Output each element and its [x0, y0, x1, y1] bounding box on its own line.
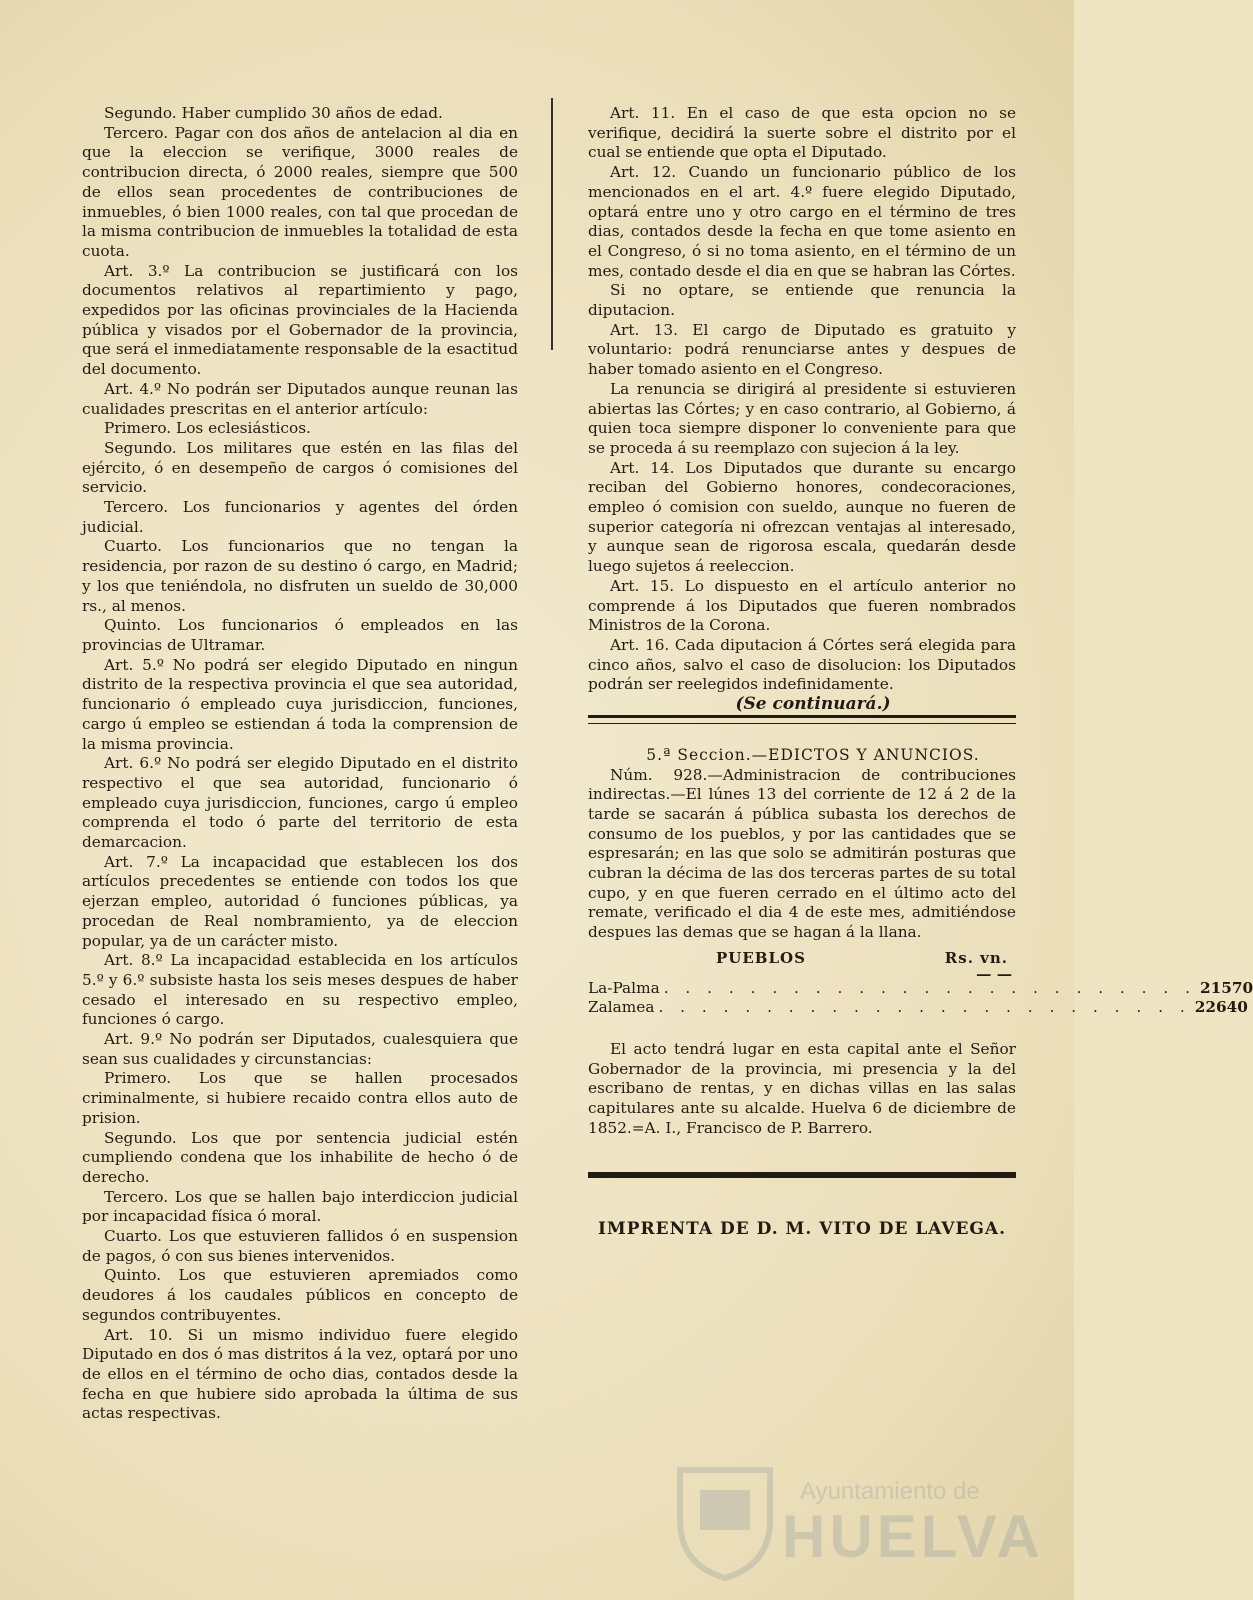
paragraph: Art. 16. Cada diputacion á Córtes será elegida para cinco años, salvo el caso de disolucion: los Diputados podrán ser reelegidos indefinidamente. [588, 635, 1016, 694]
table-header [588, 949, 1016, 969]
paragraph: Art. 13. El cargo de Diputado es gratuito y voluntario: podrá renunciarse antes y despues de haber tomado asiento en el Congreso. [588, 320, 1016, 379]
row-place: La-Palma [588, 978, 660, 997]
paragraph: Art. 3.º La contribucion se justificará con los documentos relativos al repartimiento y pago, expedidos por las oficinas provinciales de la Hacienda pública y visados por el Gobernador de la provincia, que será el inmediatamente responsable de la esactitud del documento. [82, 261, 518, 379]
row-place: Zalamea [588, 998, 655, 1017]
table-row [588, 998, 1248, 1018]
paragraph: Art. 6.º No podrá ser elegido Diputado en el distrito respectivo el que sea autoridad, funcionario ó empleado cuya jurisdiccion, funciones, cargo ú empleo comprenda el todo ó parte del territorio de esta demarcacion. [82, 754, 518, 852]
table-header-dash: — — [976, 964, 1012, 983]
paragraph: Tercero. Pagar con dos años de antelacion al dia en que la eleccion se verifique, 3000 reales de contribucion directa, ó 2000 reales, siempre que 500 de ellos sean procedentes de contribuciones de inmuebles, ó bien 1000 reales, con tal que procedan de la misma contribucion de inmuebles la totalidad de esta cuota. [82, 123, 518, 260]
paragraph: Art. 12. Cuando un funcionario público de los mencionados en el art. 4.º fuere elegido Diputado, optará entre uno y otro cargo en el término de tres dias, contados desde la fecha en que tome asiento en el Congreso, ó si no toma asiento, en el término de un mes, contado desde el dia en que se habran las Córtes. [588, 163, 1016, 280]
section-title: 5.ª Seccion.—EDICTOS Y ANUNCIOS. [646, 745, 980, 764]
paragraph: Quinto. Los funcionarios ó empleados en las provincias de Ultramar. [82, 616, 518, 654]
paragraph: Art. 9.º No podrán ser Diputados, cualesquiera que sean sus cualidades y circunstancias: [82, 1030, 518, 1068]
paragraph: Tercero. Los que se hallen bajo interdiccion judicial por incapacidad física ó moral. [82, 1187, 518, 1226]
paragraph: Art. 11. En el caso de que esta opcion no se verifique, decidirá la suerte sobre el distrito por el cual se entiende que opta el Diputado. [588, 104, 1016, 162]
paragraph: Segundo. Los que por sentencia judicial estén cumpliendo condena que los inhabilite de hecho ó de derecho. [82, 1128, 518, 1186]
paragraph: Segundo. Los militares que estén en las filas del ejército, ó en desempeño de cargos ó comisiones del servicio. [82, 438, 518, 497]
closing-paragraph: El acto tendrá lugar en esta capital ante el Señor Gobernador de la provincia, mi presencia y la del escribano de rentas, y en dichas villas en las salas capitulares ante su alcalde. Huelva 6 de diciembre de 1852.=A. I., Francisco de P. Barrero. [588, 1039, 1016, 1137]
row-amount: 22640 [1194, 998, 1248, 1017]
printer-imprint: IMPRENTA DE D. M. VITO DE LAVEGA. [597, 1219, 1007, 1240]
paragraph: Art. 4.º No podrán ser Diputados aunque reunan las cualidades prescritas en el anterior artículo: [82, 379, 518, 418]
right-column [588, 104, 1253, 1240]
row-amount: 21570 [1199, 978, 1253, 997]
paragraph: Primero. Los que se hallen procesados criminalmente, si hubiere recaido contra ellos auto de prision. [82, 1069, 518, 1127]
leader-dots: . . . . . . . . . . . . . . . . . . . . . . . . . [658, 998, 1191, 1017]
paragraph: Art. 15. Lo dispuesto en el artículo anterior no comprende á los Diputados que fueren nombrados Ministros de la Corona. [588, 576, 1016, 635]
paragraph: Primero. Los eclesiásticos. [104, 419, 311, 438]
watermark-line2: HUELVA [782, 1503, 1044, 1570]
paragraph: Si no optare, se entiende que renuncia la diputacion. [588, 281, 1016, 320]
paragraph: Art. 8.º La incapacidad establecida en los artículos 5.º y 6.º subsiste hasta los seis meses despues de haber cesado el interesado en su respectivo empleo, funciones ó cargo. [82, 951, 518, 1029]
paragraph: Art. 14. Los Diputados que durante su encargo reciban del Gobierno honores, condecoraciones, empleo ó comision con sueldo, aunque no fueren de superior categoría ni ofrezcan ventajas al interesado, y aunque sean de rigorosa escala, quedarán desde luego sujetos á reeleccion. [588, 458, 1016, 576]
paragraph: Tercero. Los funcionarios y agentes del órden judicial. [82, 498, 518, 536]
leader-dots: . . . . . . . . . . . . . . . . . . . . . . . . . [663, 978, 1196, 997]
paragraph: Art. 10. Si un mismo individuo fuere elegido Diputado en dos ó mas distritos á la vez, optará por uno de ellos en el término de ocho dias, contados desde la fecha en que hubiere sido aprobada la última de sus actas respectivas. [82, 1325, 518, 1423]
coat-of-arms-icon [670, 1460, 780, 1580]
table-row [588, 978, 1253, 999]
watermark [670, 1460, 1044, 1580]
paragraph: Cuarto. Los que estuvieren fallidos ó en suspension de pagos, ó con sus bienes intervenidos. [82, 1227, 518, 1265]
column-header-pueblos: PUEBLOS [716, 948, 806, 967]
column-divider [551, 98, 553, 350]
watermark-line1: Ayuntamiento de [800, 1478, 980, 1505]
paragraph: Cuarto. Los funcionarios que no tengan la residencia, por razon de su destino ó cargo, en Madrid; y los que teniéndola, no disfruten un sueldo de 30,000 rs., al menos. [82, 537, 518, 615]
paragraph: La renuncia se dirigirá al presidente si estuvieren abiertas las Córtes; y en caso contrario, al Gobierno, á quien toca siempre disponer lo conveniente para que se proceda á su reemplazo con sujecion á la ley. [588, 379, 1016, 457]
paragraph: Art. 7.º La incapacidad que establecen los dos artículos precedentes se entiende con todos los que ejerzan empleo, autoridad ó funciones públicas, ya procedan de Real nombramiento, ya de eleccion popular, ya de un carácter misto. [82, 852, 518, 950]
double-rule [588, 715, 1016, 724]
edict-paragraph: Núm. 928.—Administracion de contribuciones indirectas.—El lúnes 13 del corriente de 12 á 2 de la tarde se sacarán á pública subasta los derechos de consumo de los pueblos, y por las cantidades que se espresarán; en las que solo se admitirán posturas que cubran la décima de las dos terceras partes de su total cupo, y en que fueren cerrado en el último acto del remate, verificado el dia 4 de este mes, admitiéndose despues las demas que se hagan á la llana. [588, 765, 1016, 942]
paragraph: Art. 5.º No podrá ser elegido Diputado en ningun distrito de la respectiva provincia el que sea autoridad, funcionario ó empleado cuya jurisdiccion, funciones, cargo ú empleo se estiendan á toda la comprension de la misma provincia. [82, 655, 518, 753]
continued-note: (Se continuará.) [735, 694, 891, 715]
column-header-reales: Rs. vn. [944, 948, 1008, 967]
left-column [82, 104, 518, 1424]
paragraph: Segundo. Haber cumplido 30 años de edad. [104, 104, 443, 122]
paragraph: Quinto. Los que estuvieren apremiados como deudores á los caudales públicos en concepto de segundos contribuyentes. [82, 1266, 518, 1324]
thick-rule [588, 1172, 1016, 1178]
